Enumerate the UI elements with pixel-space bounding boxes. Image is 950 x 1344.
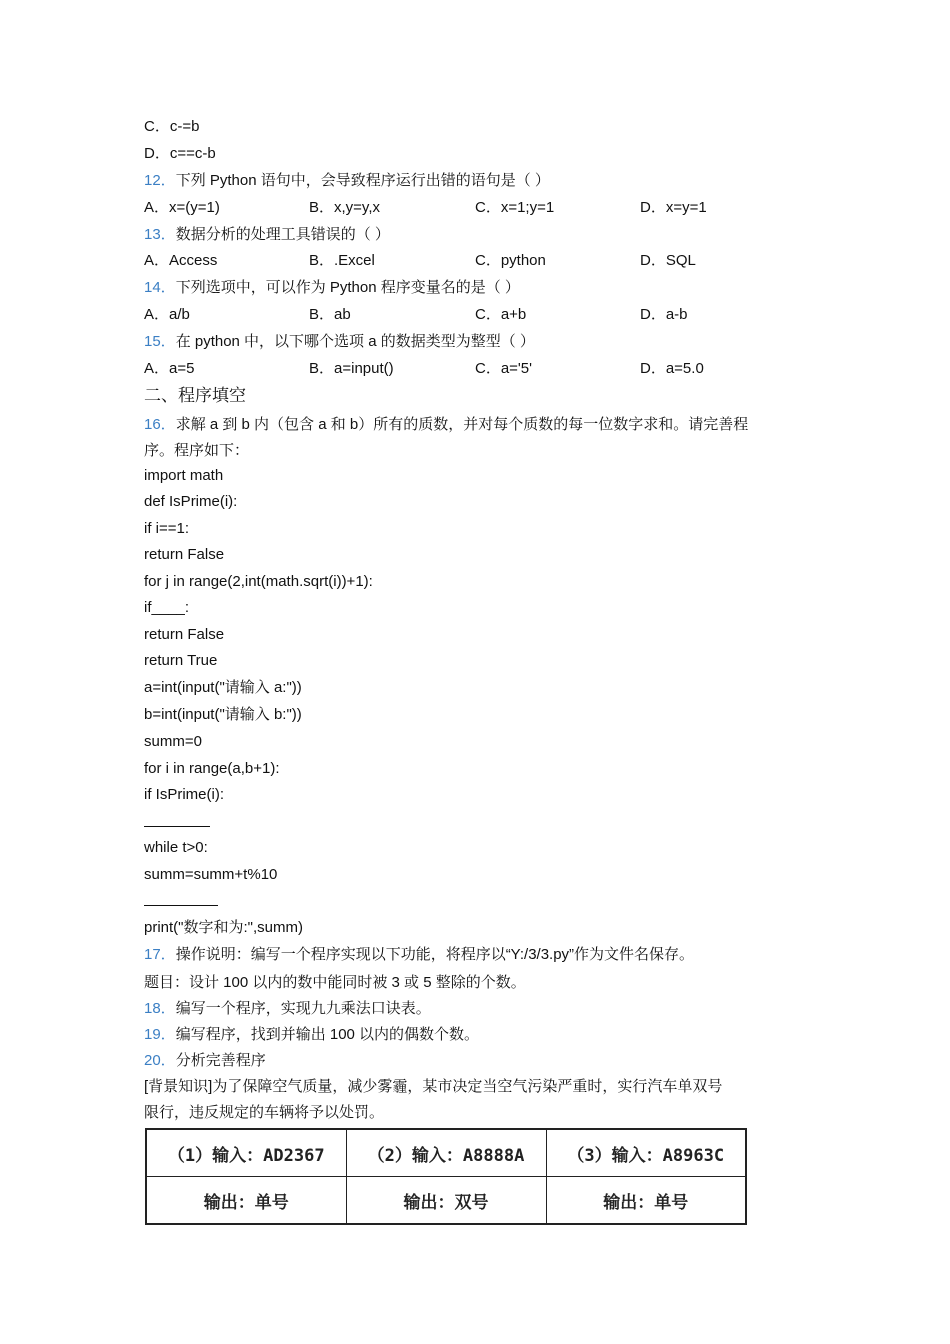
question-15 (144, 332, 535, 352)
question-14-options (144, 305, 844, 325)
option-a: A．Access (144, 252, 218, 269)
question-13-options (144, 251, 844, 271)
code-line: if____: (144, 599, 190, 616)
output-cell: 输出：单号 (146, 1177, 346, 1225)
question-text: 在 python 中，以下哪个选项 a 的数据类型为整型（ ） (175, 333, 535, 350)
code-line: print("数字和为:",summ) (144, 919, 303, 936)
question-13 (144, 225, 390, 245)
code-line: summ=0 (144, 733, 202, 750)
question-text: 编写程序，找到并输出 100 以内的偶数个数。 (175, 1026, 480, 1043)
question-text: 求解 a 到 b 内（包含 a 和 b）所有的质数，并对每个质数的每一位数字求和。请完善程 (175, 416, 749, 433)
option-d: D．a=5.0 (640, 360, 704, 377)
option-c: C．a='5' (475, 360, 533, 377)
question-12 (144, 171, 550, 191)
code-line: if i==1: (144, 520, 190, 537)
question-number: 20． (144, 1052, 176, 1069)
question-17 (144, 945, 694, 965)
question-text: 下列 Python 语句中，会导致程序运行出错的语句是（ ） (175, 172, 550, 189)
option-c: C．x=1;y=1 (475, 199, 555, 216)
question-text: 数据分析的处理工具错误的（ ） (175, 226, 390, 243)
question-15-options (144, 359, 844, 379)
question-12-options (144, 198, 844, 218)
code-line: def IsPrime(i): (144, 493, 238, 510)
option-b: B．x,y=y,x (309, 199, 380, 216)
blank-line (144, 812, 210, 827)
code-line: return False (144, 626, 225, 643)
fill-blank (144, 812, 210, 833)
option-a: A．a/b (144, 306, 190, 323)
code-line: for j in range(2,int(math.sqrt(i))+1): (144, 573, 373, 590)
question-number: 12． (144, 172, 176, 189)
question-number: 16． (144, 416, 176, 433)
fill-blank (144, 891, 218, 912)
question-text: 分析完善程序 (175, 1052, 266, 1069)
option-a: A．a=5 (144, 360, 195, 377)
option-d: D．x=y=1 (640, 199, 707, 216)
input-cell: （2）输入：A8888A (346, 1129, 546, 1177)
option-d: D．SQL (640, 252, 696, 269)
option-a: A．x=(y=1) (144, 199, 220, 216)
question-number: 15． (144, 333, 176, 350)
question-18 (144, 999, 431, 1019)
background-text-cont: 限行，违反规定的车辆将予以处罚。 (144, 1104, 385, 1121)
option-d: D．c==c-b (144, 145, 216, 162)
output-cell: 输出：单号 (546, 1177, 746, 1225)
option-d: D．a-b (640, 306, 688, 323)
output-row (146, 1177, 746, 1225)
option-c: C．a+b (475, 306, 527, 323)
question-16-cont: 序。程序如下： (144, 442, 250, 459)
input-cell: （1）输入：AD2367 (146, 1129, 346, 1177)
background-text: [背景知识]为了保障空气质量，减少雾霾，某市决定当空气污染严重时，实行汽车单双号 (144, 1078, 723, 1095)
input-row (146, 1129, 746, 1177)
option-b: B．.Excel (309, 252, 375, 269)
input-cell: （3）输入：A8963C (546, 1129, 746, 1177)
section-heading: 二、程序填空 (144, 386, 246, 406)
question-text: 下列选项中，可以作为 Python 程序变量名的是（ ） (175, 279, 520, 296)
code-line: import math (144, 467, 224, 484)
question-number: 13． (144, 226, 176, 243)
code-line: b=int(input("请输入 b:")) (144, 706, 302, 723)
output-cell: 输出：双号 (346, 1177, 546, 1225)
question-16 (144, 415, 748, 435)
question-number: 17． (144, 946, 176, 963)
question-number: 19． (144, 1026, 176, 1043)
io-example-table (145, 1128, 747, 1225)
question-14 (144, 278, 520, 298)
option-c: C．python (475, 252, 546, 269)
code-line: return False (144, 546, 225, 563)
code-line: summ=summ+t%10 (144, 866, 278, 883)
question-text: 编写一个程序，实现九九乘法口诀表。 (175, 1000, 431, 1017)
code-line: while t>0: (144, 839, 208, 856)
blank-line (144, 891, 218, 906)
question-19 (144, 1025, 479, 1045)
question-17-cont: 题目：设计 100 以内的数中能同时被 3 或 5 整除的个数。 (144, 974, 526, 991)
code-line: for i in range(a,b+1): (144, 760, 280, 777)
code-line: a=int(input("请输入 a:")) (144, 679, 302, 696)
question-number: 18． (144, 1000, 176, 1017)
question-number: 14． (144, 279, 176, 296)
code-line: if IsPrime(i): (144, 786, 224, 803)
option-b: B．a=input() (309, 360, 394, 377)
option-b: B．ab (309, 306, 351, 323)
question-20 (144, 1051, 266, 1071)
option-c: C．c-=b (144, 118, 200, 135)
question-text: 操作说明：编写一个程序实现以下功能，将程序以“Y:/3/3.py”作为文件名保存。 (175, 946, 695, 963)
code-line: return True (144, 652, 218, 669)
